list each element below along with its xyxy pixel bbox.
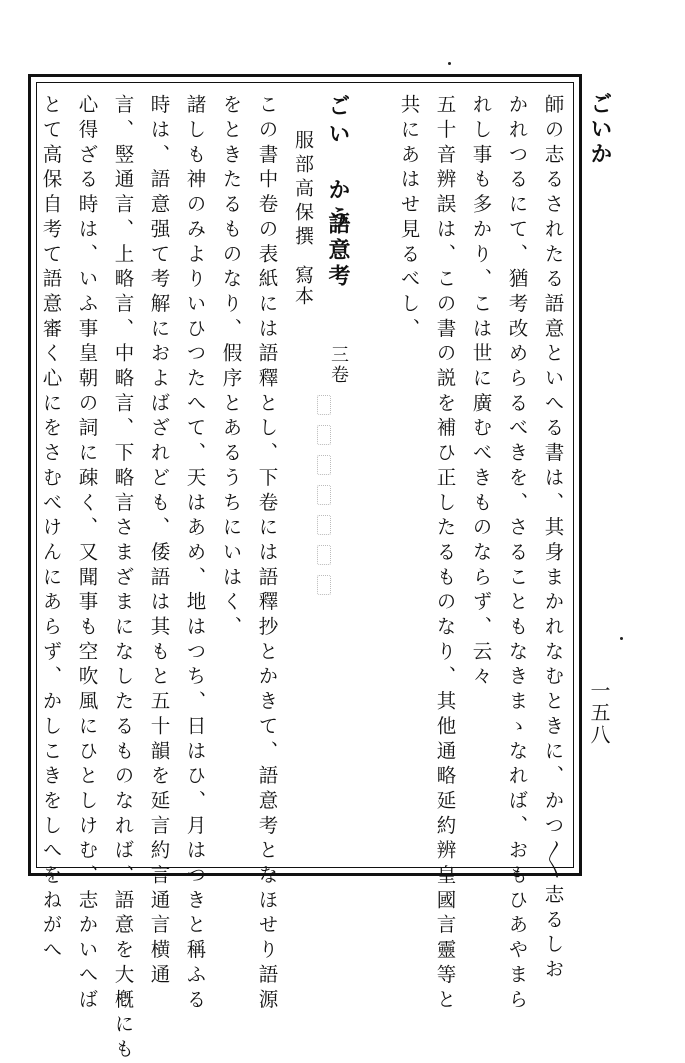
text-line: 五十音辨誤は、この書の説を補ひ正したるものなり、其他通略延約辨皇國言靈等と (433, 94, 457, 1014)
text-line: 言、竪通言、上略言、中略言、下略言さまざまになしたるものなれば、語意を大槪にも (111, 94, 135, 1063)
text-line: とて高保自考て語意審く心にをさむべけんにあらず、かしこきをしへをねがへ (39, 94, 63, 964)
page-number: 一五八 (587, 680, 611, 746)
entry-author: 服部高保撰 (292, 130, 314, 250)
entry-volumes: 三卷 (328, 345, 349, 385)
running-title: ごいか (587, 92, 613, 167)
faded-seal-stamp (313, 395, 335, 595)
scan-speck (620, 637, 623, 640)
text-line: 師の志るされたる語意といへる書は、其身まかれなむときに、かつ〳〵志るしお (541, 94, 565, 984)
scan-speck (448, 62, 451, 65)
text-line: れし事も多かり、こは世に廣むべきものならず、云々 (469, 94, 493, 691)
text-line: かれつるにて、猶考改めらるべきを、さることもなきまゝなれば、おもひあやまら (505, 94, 529, 1014)
text-line: 諸しも神のみよりいひつたへて、天はあめ、地はつち、日はひ、月はつきと稱ふる (183, 94, 207, 1014)
text-line: 時は、語意强て考解におよばざれども、倭語は其もと五十韻を延言約言通言横通 (147, 94, 171, 989)
text-line: この書中卷の表紙には語釋とし、下卷には語釋抄とかきて、語意考となほせり語源 (255, 94, 279, 1014)
text-line: をときたるものなり、假序とあるうちにいはく、 (219, 94, 243, 641)
entry-copy-type: 寫本 (292, 265, 314, 307)
entry-title: 語意考 (325, 212, 351, 290)
entry-headword: ごい かう (325, 94, 351, 234)
text-line: 心得ざる時は、いふ事皇朝の詞に疎く、又聞事も空吹風にひとしけむ、志かいへば (75, 94, 99, 1014)
text-line: 共にあはせ見るべし、 (397, 94, 421, 343)
